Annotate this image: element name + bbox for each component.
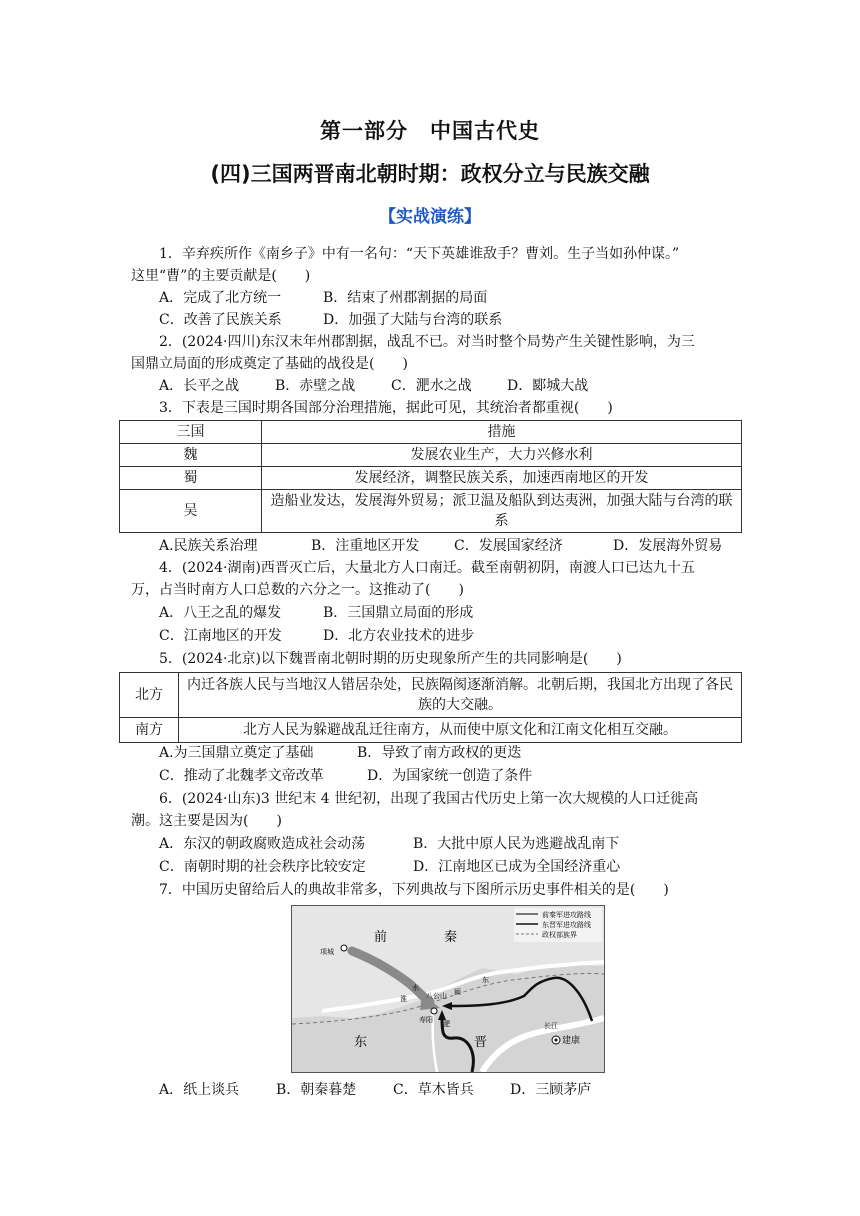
q6-option-c[interactable]: C．南朝时期的社会秩序比较安定 <box>159 859 366 875</box>
q6-option-a[interactable]: A．东汉的朝政腐败造成社会动荡 <box>159 836 366 852</box>
q4-option-d[interactable]: D．北方农业技术的进步 <box>323 628 475 644</box>
battle-map <box>291 905 605 1073</box>
q5-option-d[interactable]: D．为国家统一创造了条件 <box>367 768 533 784</box>
q2-option-b[interactable]: B．赤壁之战 <box>275 378 356 394</box>
q1-stem-line1: 1．辛弃疾所作《南乡子》中有一名句：“天下英雄谁敌手？曹刘。生子当如孙仲谋。” <box>159 246 680 262</box>
map-label-qian: 前 <box>374 930 388 945</box>
table-cell: 南方 <box>120 718 179 743</box>
table-cell: 发展农业生产，大力兴修水利 <box>262 444 742 467</box>
q4-option-c[interactable]: C．江南地区的开发 <box>159 628 282 644</box>
battle-map-svg <box>292 906 604 1072</box>
map-label-xiangcheng: 项城 <box>320 948 334 956</box>
table-cell: 吴 <box>120 490 262 533</box>
map-label-changjiang: 长江 <box>544 1022 558 1030</box>
q5-option-a[interactable]: A.为三国鼎立奠定了基础 <box>159 745 314 761</box>
legend-qin-label: 前秦军进攻路线 <box>542 911 591 919</box>
q3-option-c[interactable]: C．发展国家经济 <box>454 538 563 554</box>
q1-option-c[interactable]: C．改善了民族关系 <box>159 312 282 328</box>
q2-option-c[interactable]: C．淝水之战 <box>391 378 472 394</box>
q3-option-d[interactable]: D．发展海外贸易 <box>613 538 723 554</box>
q5-option-b[interactable]: B．导致了南方政权的更迭 <box>357 745 522 761</box>
table-cell: 发展经济，调整民族关系，加速西南地区的开发 <box>262 467 742 490</box>
q3-table <box>119 420 742 533</box>
q5-options-row2 <box>159 765 532 787</box>
map-label-bagongshan: 八公山 <box>426 992 447 1000</box>
map-label-jiankang: 建康 <box>562 1036 581 1046</box>
q2-stem-line2: 国鼎立局面的形成奠定了基础的战役是( ) <box>131 356 408 372</box>
map-label-shouyang: 寿阳 <box>419 1016 433 1024</box>
table-row <box>120 444 742 467</box>
q2-option-d[interactable]: D．郾城大战 <box>507 378 589 394</box>
map-label-dong-river: 东 <box>482 976 489 984</box>
q3-stem: 3．下表是三国时期各国部分治理措施，据此可见，其统治者都重视( ) <box>159 400 613 416</box>
q7-option-b[interactable]: B．朝秦暮楚 <box>276 1082 357 1098</box>
q6-stem-line2: 潮。这主要是因为( ) <box>131 813 282 829</box>
q3-option-a[interactable]: A.民族关系治理 <box>159 538 258 554</box>
q1-options-row1 <box>159 287 487 309</box>
jiankang-marker-dot <box>555 1039 558 1042</box>
table-row <box>120 673 742 718</box>
q4-options-row1 <box>159 602 473 624</box>
q7-stem: 7．中国历史留给后人的典故非常多，下列典故与下图所示历史事件相关的是( ) <box>159 882 669 898</box>
q7-options-row <box>159 1079 591 1101</box>
map-label-river-c: 水 <box>412 984 419 992</box>
q1-option-a[interactable]: A．完成了北方统一 <box>159 290 282 306</box>
q2-options-row <box>159 375 588 397</box>
table-cell: 北方人民为躲避战乱迁往南方，从而使中原文化和江南文化相互交融。 <box>179 718 742 743</box>
q5-option-c[interactable]: C．推动了北魏孝文帝改革 <box>159 768 324 784</box>
q1-options-row2 <box>159 309 502 331</box>
q5-options-row1 <box>159 742 521 764</box>
shouyang-marker <box>431 1008 437 1014</box>
q7-option-a[interactable]: A．纸上谈兵 <box>159 1082 240 1098</box>
section-label: 【实战演练】 <box>379 207 481 227</box>
q4-stem-line2: 万，占当时南方人口总数的六分之一。这推动了( ) <box>131 582 464 598</box>
q3-option-b[interactable]: B．注重地区开发 <box>311 538 420 554</box>
map-label-qin: 秦 <box>444 930 458 945</box>
legend-border-label: 政权部族界 <box>542 931 577 939</box>
table-row <box>120 490 742 533</box>
q1-stem-line2: 这里“曹”的主要贡献是( ) <box>131 268 311 284</box>
table-cell: 蜀 <box>120 467 262 490</box>
q6-option-d[interactable]: D．江南地区已成为全国经济重心 <box>413 859 621 875</box>
q7-option-c[interactable]: C．草木皆兵 <box>393 1082 474 1098</box>
table-row <box>120 467 742 490</box>
q5-table <box>119 672 742 743</box>
q2-option-a[interactable]: A．长平之战 <box>159 378 240 394</box>
map-label-dong: 东 <box>354 1035 368 1050</box>
table-header-cell: 三国 <box>120 421 262 444</box>
q4-options-row2 <box>159 625 474 647</box>
table-header-cell: 措施 <box>262 421 742 444</box>
table-cell: 魏 <box>120 444 262 467</box>
q6-options-row2 <box>159 856 620 878</box>
q6-options-row1 <box>159 833 619 855</box>
xiangcheng-marker <box>341 945 347 951</box>
q4-option-b[interactable]: B．三国鼎立局面的形成 <box>323 605 474 621</box>
map-label-huai: 淮 <box>400 995 407 1003</box>
q5-stem: 5．(2024·北京)以下魏晋南北朝时期的历史现象所产生的共同影响是( ) <box>159 651 622 667</box>
table-cell: 造船业发达，发展海外贸易；派卫温及船队到达夷洲，加强大陆与台湾的联系 <box>262 490 742 533</box>
q6-option-b[interactable]: B．大批中原人民为逃避战乱南下 <box>413 836 620 852</box>
map-label-jin: 晋 <box>474 1035 488 1050</box>
q1-option-b[interactable]: B．结束了州郡割据的局面 <box>323 290 488 306</box>
q2-stem-line1: 2．(2024·四川)东汉末年州郡割据，战乱不已。对当时整个局势产生关键性影响，为三 <box>159 334 695 350</box>
table-cell: 内迁各族人民与当地汉人错居杂处，民族隔阂逐渐消解。北朝后期，我国北方出现了各民族的大交融。 <box>179 673 742 718</box>
map-label-ying: 颍 <box>454 988 461 996</box>
legend-jin-label: 东晋军进攻路线 <box>542 921 591 929</box>
q3-options-row <box>159 535 722 557</box>
q6-stem-line1: 6．(2024·山东)3 世纪末 4 世纪初，出现了我国古代历史上第一次大规模的人口迁徙高 <box>159 791 699 807</box>
q7-option-d[interactable]: D．三顾茅庐 <box>510 1082 592 1098</box>
q4-option-a[interactable]: A．八王之乱的爆发 <box>159 605 282 621</box>
map-label-fei: 淝 <box>443 1020 450 1028</box>
table-row <box>120 718 742 743</box>
q1-option-d[interactable]: D．加强了大陆与台湾的联系 <box>323 312 503 328</box>
table-header-row <box>120 421 742 444</box>
table-cell: 北方 <box>120 673 179 718</box>
part-title: 第一部分 中国古代史 <box>320 119 540 143</box>
q4-stem-line1: 4．(2024·湖南)西晋灭亡后，大量北方人口南迁。截至南朝初阴，南渡人口已达九十五 <box>159 560 695 576</box>
chapter-title: (四)三国两晋南北朝时期：政权分立与民族交融 <box>210 162 650 186</box>
